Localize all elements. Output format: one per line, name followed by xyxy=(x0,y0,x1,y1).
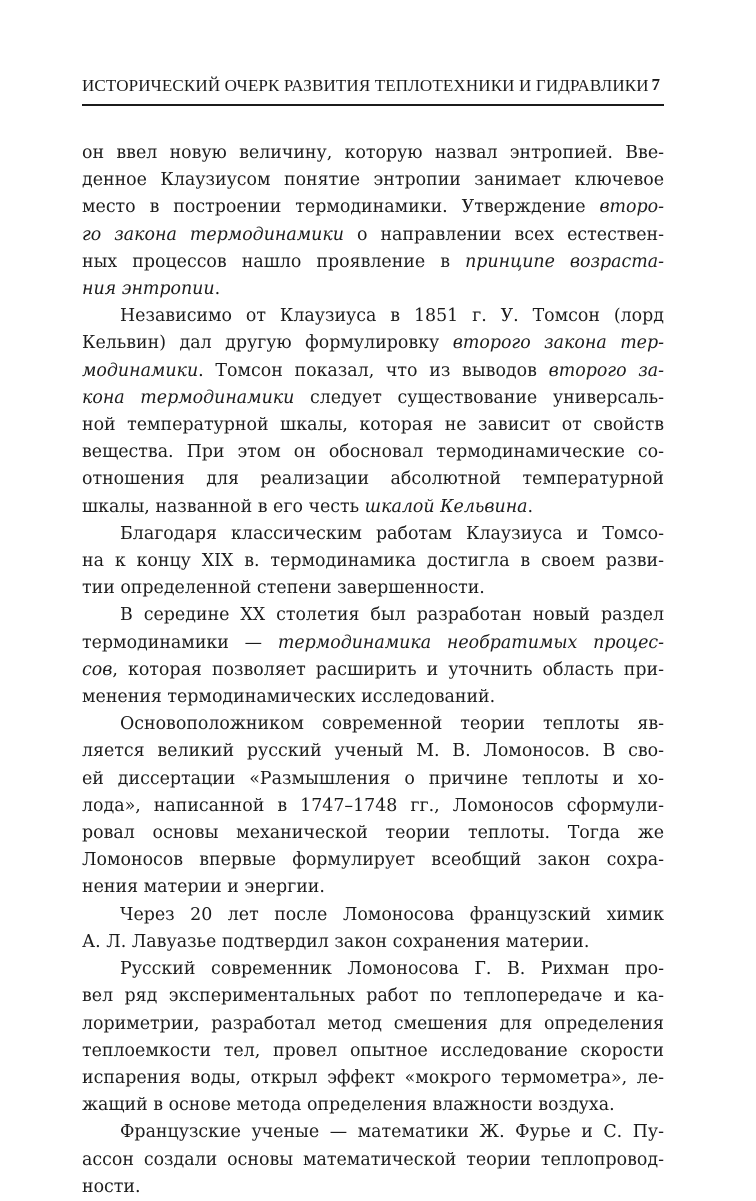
paragraph xyxy=(82,602,664,711)
text-line: вещества. При этом он обосновал термодинамические со- xyxy=(82,442,664,463)
italic-term: сов xyxy=(82,659,113,680)
italic-term: ния энтропии xyxy=(82,279,215,300)
text-line: менения термодинамических исследований. xyxy=(82,687,496,708)
text-line: сов, которая позволяет расширить и уточнить область при- xyxy=(82,659,664,680)
italic-term: принципе возраста- xyxy=(465,251,664,272)
text-line: ных процессов нашло проявление в принципе возраста- xyxy=(82,251,664,272)
text-line: жащий в основе метода определения влажности воздуха. xyxy=(82,1095,615,1116)
text-line: лода», написанной в 1747–1748 гг., Ломоносов сформули- xyxy=(82,795,664,816)
text-line: Через 20 лет после Ломоносова французский химик xyxy=(120,904,664,925)
text-line: термодинамики — термодинамика необратимых процес- xyxy=(82,632,664,653)
italic-term: модинамики xyxy=(82,360,199,381)
paragraph xyxy=(82,956,664,1119)
text-line: ния энтропии. xyxy=(82,279,221,300)
italic-term: кона термодинамики xyxy=(82,387,295,408)
text-line: Кельвин) дал другую формулировку второго закона тер- xyxy=(82,333,664,354)
text-line: Благодаря классическим работам Клаузиуса и Томсо- xyxy=(120,523,664,544)
italic-term: второ- xyxy=(599,197,664,218)
italic-term: го закона термодинамики xyxy=(82,224,344,245)
text-line: тии определенной степени завершенности. xyxy=(82,578,485,599)
text-line: кона термодинамики следует существование универсаль- xyxy=(82,387,664,408)
text-line: шкалы, названной в его честь шкалой Кельвина. xyxy=(82,496,534,517)
text-line: теплоемкости тел, провел опытное исследование скорости xyxy=(82,1040,664,1061)
paragraph xyxy=(82,711,664,901)
text-line: модинамики. Томсон показал, что из выводов второго за- xyxy=(82,360,664,381)
text-line: Русский современник Ломоносова Г. В. Рихман про- xyxy=(120,959,664,980)
text-line: ассон создали основы математической теории теплопровод- xyxy=(82,1149,664,1170)
text-line: го закона термодинамики о направлении всех естествен- xyxy=(82,224,664,245)
italic-term: шкалой Кельвина xyxy=(364,496,528,517)
text-line: В середине XX столетия был разработан новый раздел xyxy=(120,605,664,626)
text-line: А. Л. Лавуазье подтвердил закон сохранения материи. xyxy=(82,931,590,952)
text-line: ровал основы механической теории теплоты. Тогда же xyxy=(82,823,664,844)
paragraph xyxy=(82,1119,664,1201)
paragraph xyxy=(82,303,664,521)
text-line: отношения для реализации абсолютной температурной xyxy=(82,469,664,490)
text-line: ной температурной шкалы, которая не зависит от свойств xyxy=(82,415,664,436)
paragraph xyxy=(82,140,664,303)
italic-term: термодинамика необратимых процес- xyxy=(277,632,664,653)
text-line: Ломоносов впервые формулирует всеобщий закон сохра- xyxy=(82,850,664,871)
text-line: лориметрии, разработал метод смешения для определения xyxy=(82,1013,664,1034)
page-number: 7 xyxy=(651,75,660,94)
text-line: Основоположником современной теории теплоты яв- xyxy=(120,714,664,735)
text-line: вел ряд экспериментальных работ по теплопередаче и ка- xyxy=(82,986,664,1007)
text-line: на к концу XIX в. термодинамика достигла в своем разви- xyxy=(82,551,664,572)
paragraph xyxy=(82,521,664,603)
text-line: Независимо от Клаузиуса в 1851 г. У. Томсон (лорд xyxy=(120,306,664,327)
text-line: нения материи и энергии. xyxy=(82,877,325,898)
text-line: ей диссертации «Размышления о причине теплоты и хо- xyxy=(82,768,664,789)
paragraph xyxy=(82,902,664,956)
running-header-title: ИСТОРИЧЕСКИЙ ОЧЕРК РАЗВИТИЯ ТЕПЛОТЕХНИКИ И ГИДРАВЛИКИ xyxy=(82,76,649,95)
text-line: ляется великий русский ученый М. В. Ломоносов. В сво- xyxy=(82,741,664,762)
text-line: ности. xyxy=(82,1176,141,1197)
italic-term: второго закона тер- xyxy=(452,333,664,354)
body-text xyxy=(82,140,664,1201)
text-line: денное Клаузиусом понятие энтропии занимает ключевое xyxy=(82,170,664,191)
text-line: Французские ученые — математики Ж. Фурье и С. Пу- xyxy=(120,1122,664,1143)
running-header xyxy=(82,74,664,106)
italic-term: второго за- xyxy=(548,360,664,381)
text-line: испарения воды, открыл эффект «мокрого термометра», ле- xyxy=(82,1067,664,1088)
text-line: место в построении термодинамики. Утверждение второ- xyxy=(82,197,664,218)
text-line: он ввел новую величину, которую назвал энтропией. Вве- xyxy=(82,143,664,163)
